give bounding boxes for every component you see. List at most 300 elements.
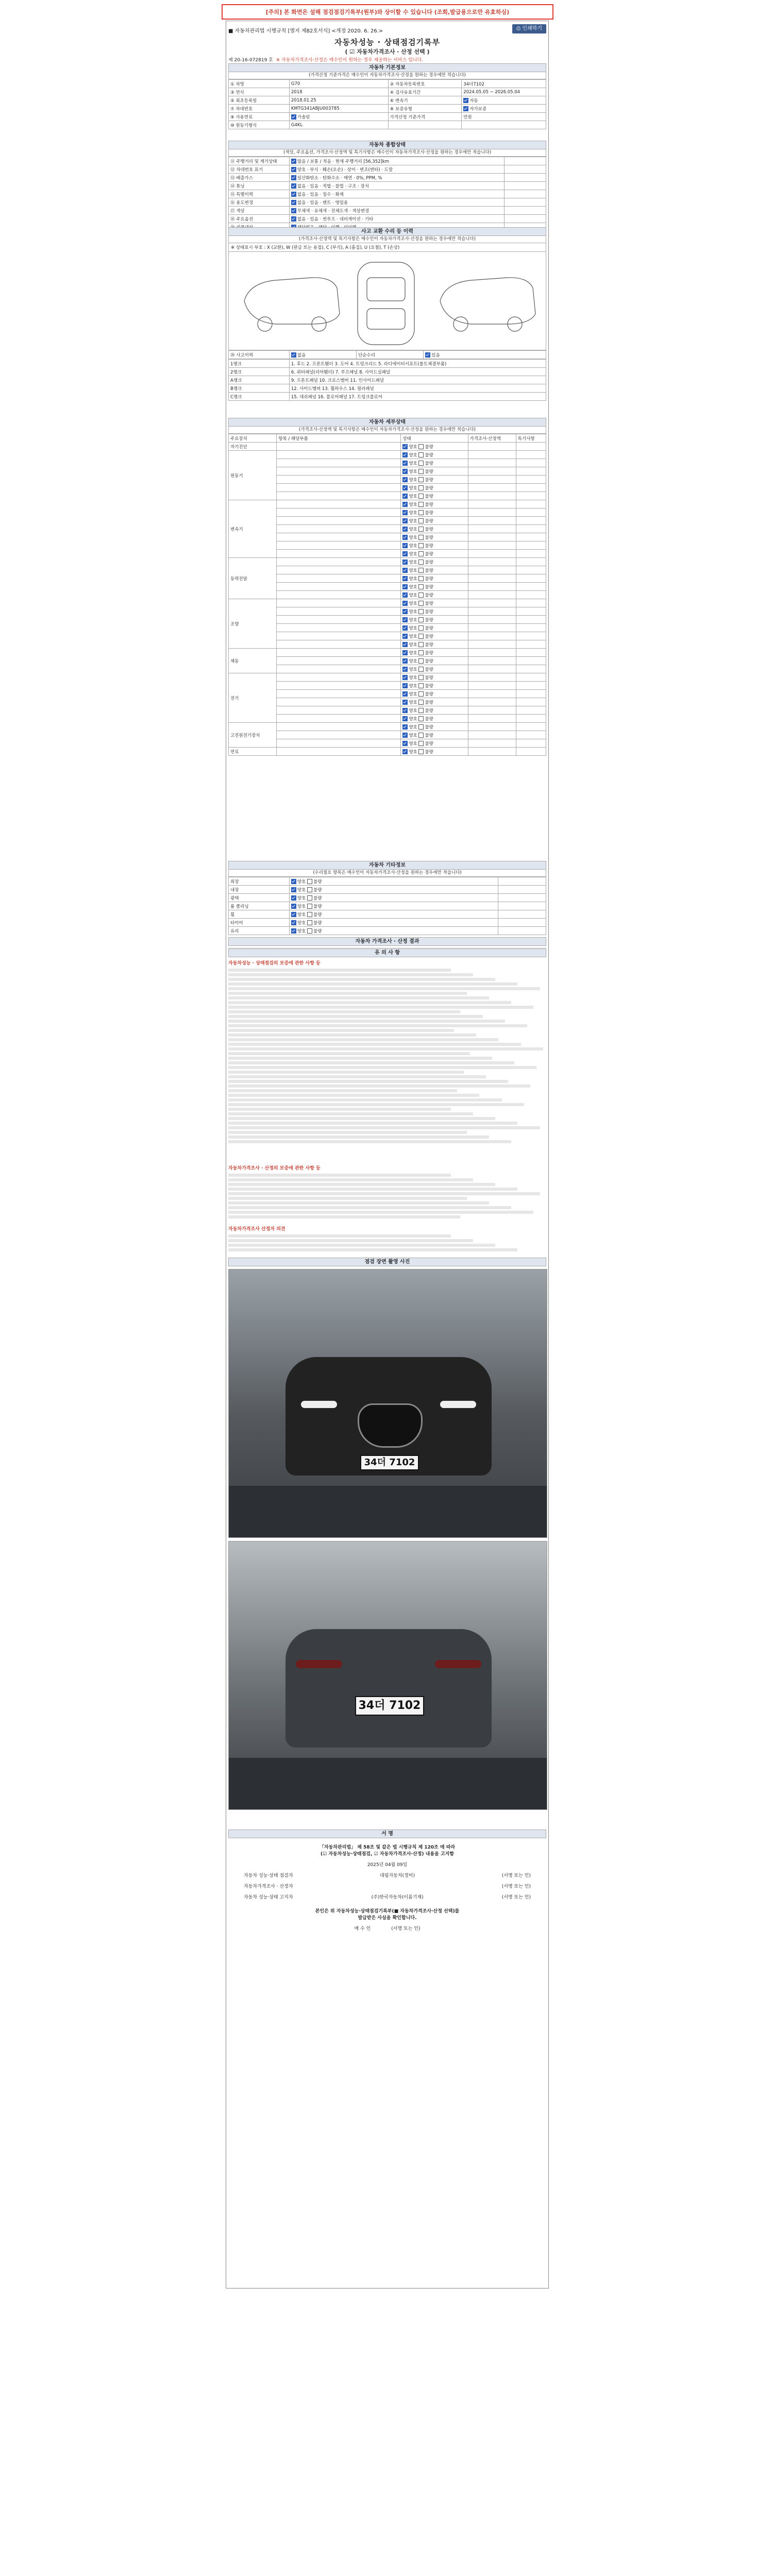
- detail-state: [401, 706, 468, 715]
- good-label: 양호: [409, 691, 417, 697]
- good-label: 양호: [409, 494, 417, 499]
- good-label: 양호: [409, 568, 417, 573]
- doc-title: [226, 37, 548, 56]
- accident-summary: 없음: [297, 352, 306, 358]
- good-label: 양호: [409, 749, 417, 755]
- text-line: [228, 1201, 489, 1205]
- sign-date: 2025년 04월 09일: [367, 1862, 408, 1868]
- detail-item: [277, 706, 401, 715]
- basic-note: (가격산정 기준가격은 매수인이 자동차가격조사·산정을 원하는 경우에만 적습니다): [228, 72, 546, 79]
- bad-label: 불량: [425, 584, 433, 590]
- checkbox: [307, 904, 312, 909]
- vin: KMTG341ABJU003785: [289, 105, 388, 113]
- detail-price: [468, 731, 516, 739]
- text-line: [228, 1080, 508, 1083]
- good-label: 양호: [409, 576, 417, 582]
- good-label: 양호: [409, 658, 417, 664]
- text-line: [228, 987, 540, 990]
- text-line: [228, 978, 495, 981]
- text-line: [228, 1052, 470, 1055]
- inspector-row: [244, 1872, 531, 1878]
- detail-row: [229, 574, 546, 583]
- checkbox-checked: [402, 658, 408, 664]
- detail-state: [401, 682, 468, 690]
- detail-price: [468, 698, 516, 706]
- etc-price: [498, 927, 546, 935]
- detail-item: [277, 550, 401, 558]
- buyer-sign: (서명 또는 인): [391, 1926, 421, 1931]
- status-label: ⑰ 색상: [229, 207, 290, 215]
- detail-state: [401, 566, 468, 574]
- pricer-row: [244, 1883, 531, 1889]
- detail-state: [401, 525, 468, 533]
- headlight-right: [440, 1401, 476, 1408]
- checkbox-checked: [425, 352, 430, 358]
- text-line: [228, 1047, 543, 1050]
- checkbox: [418, 477, 424, 482]
- status-label: ⑯ 용도변경: [229, 198, 290, 207]
- checkbox-checked: [402, 494, 408, 499]
- checkbox-checked: [291, 216, 296, 222]
- detail-row: [229, 616, 546, 624]
- text-line: [228, 1215, 460, 1218]
- good-label: 양호: [409, 527, 417, 532]
- detail-price: [468, 616, 516, 624]
- good-label: 양호: [409, 724, 417, 730]
- fuel-label: ⑨ 사용연료: [229, 113, 290, 121]
- etc-header: 자동차 기타정보: [228, 861, 546, 870]
- checkbox-checked: [291, 352, 296, 358]
- detail-note: [516, 698, 546, 706]
- status-price: [505, 215, 546, 223]
- bad-label: 불량: [425, 461, 433, 466]
- checkbox: [418, 625, 424, 631]
- rankC-items: 15. 대쉬패널 16. 플로어패널 17. 트렁크플로어: [289, 393, 546, 401]
- bad-label: 불량: [425, 576, 433, 582]
- checkbox-checked: [402, 667, 408, 672]
- detail-state: [401, 690, 468, 698]
- headlight-left: [301, 1401, 337, 1408]
- good-label: 양호: [409, 560, 417, 565]
- form-number: ■ 자동차관리법 시행규칙 [별지 제82호서식] <개정 2020. 6. 26.>: [228, 28, 383, 34]
- text-line: [228, 1197, 467, 1200]
- checkbox: [418, 510, 424, 515]
- status-row: [229, 165, 546, 174]
- checkbox-checked: [291, 175, 296, 180]
- detail-item: [277, 459, 401, 467]
- status-row: [229, 207, 546, 215]
- good-label: 양호: [297, 928, 306, 934]
- etc-label: 내장: [229, 886, 290, 894]
- checkbox: [418, 461, 424, 466]
- etc-label: 타이어: [229, 919, 290, 927]
- bad-label: 불량: [425, 560, 433, 565]
- col-price: 가격조사·산정액: [468, 434, 516, 443]
- doc-header: [228, 24, 546, 35]
- bad-label: 불량: [425, 716, 433, 722]
- checkbox-checked: [402, 741, 408, 746]
- text-line: [228, 1244, 495, 1247]
- detail-group: 자기진단: [229, 443, 277, 451]
- detail-item: [277, 500, 401, 509]
- detail-row: [229, 706, 546, 715]
- good-label: 양호: [409, 444, 417, 450]
- detail-state: [401, 616, 468, 624]
- detail-state: [401, 467, 468, 476]
- detail-row: [229, 673, 546, 682]
- detail-note: (가격조사·산정액 및 특기사항은 매수인이 자동차가격조사·산정을 원하는 경우에만 적습니다): [228, 427, 546, 434]
- inspector-name: 대림자동차(정비): [380, 1873, 415, 1878]
- good-label: 양호: [409, 642, 417, 648]
- good-label: 양호: [409, 741, 417, 747]
- text-line: [228, 1239, 473, 1242]
- good-label: 양호: [409, 716, 417, 722]
- top-notice: [222, 4, 553, 20]
- floor: [229, 1758, 547, 1809]
- detail-item: [277, 624, 401, 632]
- taillight-left: [296, 1660, 342, 1668]
- sign-note1: 「자동차관리법」 제 58조 및 같은 법 시행규칙 제 120조 에 따라: [319, 1845, 456, 1850]
- etc-row: [229, 886, 546, 894]
- detail-row: [229, 665, 546, 673]
- checkbox-checked: [402, 716, 408, 721]
- status-value-text: 일산화탄소 · 탄화수소 · 매연 · 0%, PPM, %: [297, 175, 382, 181]
- checkbox: [418, 543, 424, 548]
- detail-state: [401, 657, 468, 665]
- detail-item: [277, 723, 401, 731]
- detail-note: [516, 525, 546, 533]
- status-label: ⑪ 주행거리 및 계기상태: [229, 157, 290, 165]
- detail-item: [277, 476, 401, 484]
- checkbox-checked: [291, 208, 296, 213]
- detail-price: [468, 632, 516, 640]
- detail-price: [468, 706, 516, 715]
- detail-row: [229, 632, 546, 640]
- basic-table: [228, 79, 546, 129]
- checkbox-checked: [291, 192, 296, 197]
- bad-label: 불량: [425, 518, 433, 524]
- checkbox-checked: [402, 543, 408, 548]
- notifier-row: [244, 1893, 531, 1900]
- detail-row: [229, 649, 546, 657]
- checkbox-checked: [402, 625, 408, 631]
- detail-state: [401, 500, 468, 509]
- detail-item: [277, 640, 401, 649]
- accident-note: (가격조사·산정액 및 특기사항은 매수인이 자동차가격조사·산정을 원하는 경우에만 적습니다): [228, 236, 546, 243]
- detail-note: [516, 467, 546, 476]
- detail-row: [229, 550, 546, 558]
- detail-state: [401, 640, 468, 649]
- checkbox-checked: [291, 920, 296, 925]
- etc-row: [229, 927, 546, 935]
- detail-note: [516, 459, 546, 467]
- checkbox: [307, 879, 312, 884]
- detail-price: [468, 723, 516, 731]
- detail-item: [277, 566, 401, 574]
- good-label: 양호: [409, 477, 417, 483]
- detail-row: [229, 484, 546, 492]
- inspect-label: ④ 검사유효기간: [388, 88, 462, 96]
- col-state: 상태: [401, 434, 468, 443]
- text-line: [228, 969, 451, 972]
- panel-table: [228, 359, 546, 401]
- price-unit: 만원: [462, 113, 546, 121]
- checkbox-checked: [402, 485, 408, 490]
- bad-label: 불량: [425, 658, 433, 664]
- detail-note: [516, 583, 546, 591]
- detail-note: [516, 657, 546, 665]
- bad-label: 불량: [425, 733, 433, 738]
- detail-item: [277, 517, 401, 525]
- etc-label: 휠: [229, 910, 290, 919]
- detail-price: [468, 541, 516, 550]
- detail-item: [277, 682, 401, 690]
- status-value-text: 많음 / 보통 / 적음 · 현재 주행거리 [56,352]km: [297, 159, 390, 164]
- detail-price: [468, 476, 516, 484]
- detail-state: [401, 632, 468, 640]
- text-line: [228, 1178, 473, 1181]
- checkbox: [418, 658, 424, 664]
- detail-note: [516, 706, 546, 715]
- text-line: [228, 1084, 530, 1088]
- detail-price: [468, 566, 516, 574]
- status-price: [505, 182, 546, 190]
- detail-state: [401, 665, 468, 673]
- checkbox: [418, 667, 424, 672]
- trans-label: ⑥ 변속기: [388, 96, 462, 105]
- etc-price: [498, 877, 546, 886]
- text-line: [228, 1117, 495, 1120]
- checkbox-checked: [402, 469, 408, 474]
- text-line: [228, 1192, 540, 1195]
- text-line: [228, 1234, 451, 1238]
- detail-state: [401, 533, 468, 541]
- checkbox-checked: [402, 617, 408, 622]
- detail-item: [277, 657, 401, 665]
- detail-row: [229, 698, 546, 706]
- inspector-sign: (서명 또는 인): [501, 1873, 531, 1878]
- etc-label: 유리: [229, 927, 290, 935]
- checkbox: [418, 634, 424, 639]
- checkbox-checked: [291, 904, 296, 909]
- detail-state: [401, 550, 468, 558]
- detail-item: [277, 541, 401, 550]
- bad-label: 불량: [425, 634, 433, 639]
- warranty: 자가보증: [469, 106, 487, 112]
- detail-row: [229, 566, 546, 574]
- good-label: 양호: [409, 634, 417, 639]
- bad-label: 불량: [425, 650, 433, 656]
- text-line: [228, 1140, 511, 1143]
- detail-row: [229, 715, 546, 723]
- detail-item: [277, 558, 401, 566]
- detail-note: [516, 500, 546, 509]
- checkbox: [418, 592, 424, 598]
- text-line: [228, 1108, 451, 1111]
- detail-group: 전기: [229, 673, 277, 723]
- detail-item: [277, 673, 401, 682]
- detail-price: [468, 715, 516, 723]
- bad-label: 불량: [425, 724, 433, 730]
- bad-label: 불량: [313, 904, 322, 909]
- detail-row: [229, 517, 546, 525]
- detail-state: [401, 673, 468, 682]
- detail-item: [277, 509, 401, 517]
- checkbox: [418, 535, 424, 540]
- detail-state: [401, 459, 468, 467]
- checkbox-checked: [402, 691, 408, 697]
- detail-state: [401, 599, 468, 607]
- text-line: [228, 1122, 517, 1125]
- text-line: [228, 1071, 464, 1074]
- detail-price: [468, 665, 516, 673]
- detail-row: [229, 640, 546, 649]
- etc-price: [498, 894, 546, 902]
- checkbox-checked: [402, 634, 408, 639]
- checkbox-checked: [402, 452, 408, 457]
- bad-label: 불량: [425, 700, 433, 705]
- detail-price: [468, 748, 516, 756]
- checkbox-checked: [291, 895, 296, 901]
- bad-label: 불량: [313, 928, 322, 934]
- notice-h1: 자동차성능 · 상태점검의 보증에 관한 사항 등: [228, 961, 321, 966]
- bad-label: 불량: [425, 625, 433, 631]
- accident-header: 사고 교환 수리 등 이력: [228, 227, 546, 236]
- notice-h2: 자동차가격조사 · 산정의 보증에 관한 사항 등: [228, 1166, 321, 1171]
- detail-group: 연료: [229, 748, 277, 756]
- checkbox: [418, 716, 424, 721]
- status-row: [229, 157, 546, 165]
- checkbox-checked: [291, 912, 296, 917]
- detail-item: [277, 484, 401, 492]
- checkbox: [418, 749, 424, 754]
- checkbox-checked: [402, 592, 408, 598]
- photo-rear: [228, 1541, 547, 1810]
- photo-front: [228, 1269, 547, 1538]
- text-line: [228, 1029, 454, 1032]
- detail-price: [468, 533, 516, 541]
- detail-state: [401, 443, 468, 451]
- etc-note: (수리필요 항목은 매수인이 자동차가격조사·산정을 원하는 경우에만 적습니다): [228, 870, 546, 877]
- checkbox-checked: [291, 928, 296, 934]
- bad-label: 불량: [425, 527, 433, 532]
- car-rear: [285, 1629, 492, 1748]
- detail-state: [401, 574, 468, 583]
- bad-label: 불량: [425, 691, 433, 697]
- detail-price: [468, 574, 516, 583]
- etc-price: [498, 886, 546, 894]
- bad-label: 불량: [425, 601, 433, 606]
- bad-label: 불량: [425, 592, 433, 598]
- text-line: [228, 1089, 457, 1092]
- text-line: [228, 1010, 460, 1013]
- detail-price: [468, 451, 516, 459]
- notifier-name: (주)한국자동차(이름기재): [371, 1895, 424, 1900]
- bad-label: 불량: [425, 502, 433, 507]
- detail-note: [516, 599, 546, 607]
- rankB-label: B랭크: [229, 384, 290, 393]
- checkbox-checked: [402, 535, 408, 540]
- etc-row: [229, 894, 546, 902]
- good-label: 양호: [409, 592, 417, 598]
- print-button[interactable]: [512, 24, 546, 33]
- year-label: ③ 연식: [229, 88, 290, 96]
- text-line: [228, 1174, 451, 1177]
- checkbox: [418, 494, 424, 499]
- checkbox-checked: [402, 560, 408, 565]
- doc-sub-note: [228, 56, 546, 63]
- detail-price: [468, 509, 516, 517]
- detail-item: [277, 525, 401, 533]
- checkbox: [418, 609, 424, 614]
- status-table: [228, 157, 546, 231]
- status-value: [289, 157, 504, 165]
- text-line: [228, 1075, 486, 1078]
- detail-item: [277, 583, 401, 591]
- rank2-items: 6. 쿼터패널(리어휀더) 7. 루프패널 8. 사이드실패널: [289, 368, 546, 376]
- text-line: [228, 1033, 476, 1037]
- good-label: 양호: [409, 502, 417, 507]
- status-row: [229, 215, 546, 223]
- detail-group: 조향: [229, 599, 277, 649]
- year: 2018: [289, 88, 388, 96]
- checkbox: [418, 568, 424, 573]
- fuel: 가솔린: [297, 114, 310, 120]
- bad-label: 불량: [313, 920, 322, 926]
- detail-price: [468, 607, 516, 616]
- etc-state: [289, 886, 498, 894]
- status-value: [289, 207, 504, 215]
- checkbox: [418, 469, 424, 474]
- car-diagram: [228, 252, 546, 350]
- notice-text: [주의] 본 화면은 설해 점검점검기록부(원부)와 상이할 수 있습니다 (조회,발급용으로만 유효하심): [265, 9, 510, 15]
- transmission: 자동: [469, 98, 478, 104]
- text-line: [228, 1248, 517, 1251]
- detail-note: [516, 566, 546, 574]
- inspector-label: 자동차 성능·상태 점검자: [244, 1873, 293, 1878]
- checkbox-checked: [291, 879, 296, 884]
- text-line: [228, 1094, 479, 1097]
- good-label: 양호: [409, 609, 417, 615]
- checkbox: [418, 708, 424, 713]
- text-line: [228, 1131, 467, 1134]
- notifier-sign: (서명 또는 인): [501, 1895, 531, 1900]
- detail-item: [277, 731, 401, 739]
- detail-price: [468, 657, 516, 665]
- bad-label: 불량: [425, 543, 433, 549]
- checkbox: [418, 452, 424, 457]
- text-line: [228, 1020, 505, 1023]
- checkbox: [418, 683, 424, 688]
- checkbox: [307, 912, 312, 917]
- checkbox: [418, 560, 424, 565]
- notice-h3: 자동차가격조사 산정자 의견: [228, 1227, 285, 1232]
- bad-label: 불량: [425, 741, 433, 747]
- good-label: 양호: [409, 461, 417, 466]
- text-line: [228, 1211, 533, 1214]
- detail-price: [468, 525, 516, 533]
- detail-item: [277, 739, 401, 748]
- bad-label: 불량: [425, 609, 433, 615]
- detail-item: [277, 616, 401, 624]
- good-label: 양호: [409, 708, 417, 714]
- status-price: [505, 198, 546, 207]
- good-label: 양호: [409, 650, 417, 656]
- rear-plate: 34더 7102: [355, 1696, 424, 1716]
- detail-note: [516, 624, 546, 632]
- rankB-items: 12. 사이드멤버 13. 휠하우스 14. 필러패널: [289, 384, 546, 393]
- detail-item: [277, 665, 401, 673]
